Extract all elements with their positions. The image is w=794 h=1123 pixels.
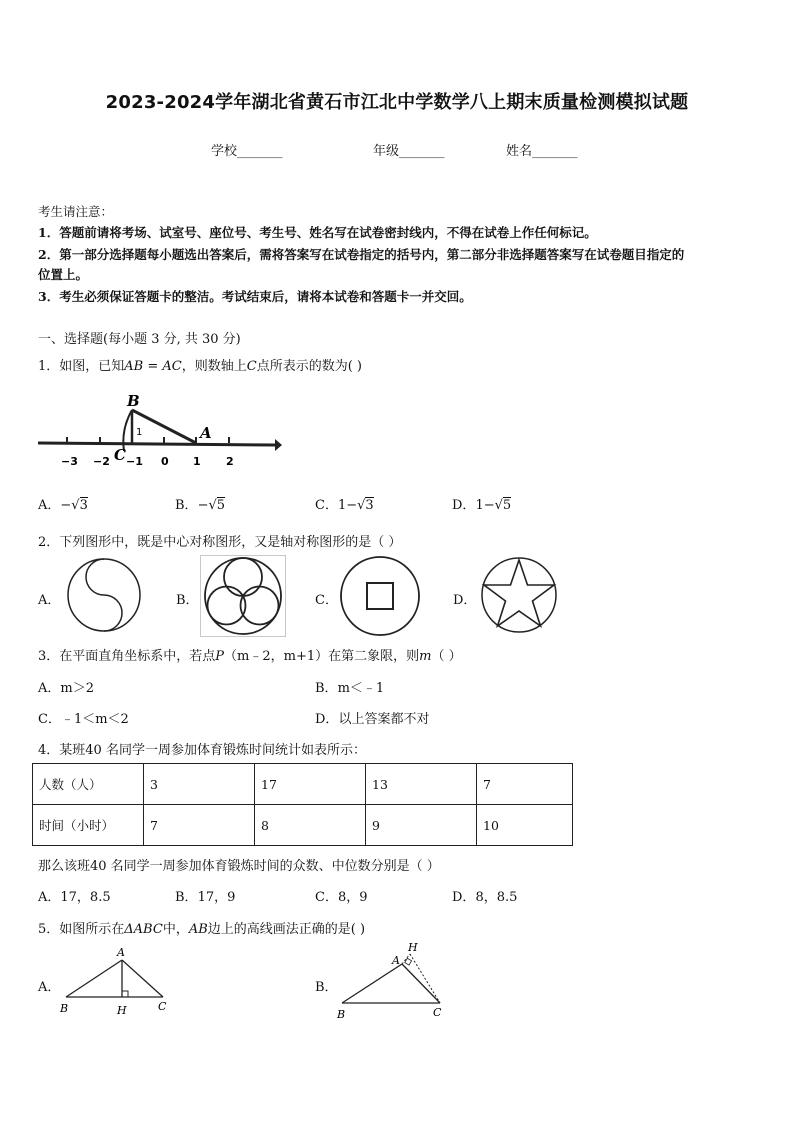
option-letter: A． bbox=[38, 681, 61, 696]
q3-stem-prefix: 3．在平面直角坐标系中，若点 bbox=[38, 649, 216, 664]
notice-item-2-cont: 位置上。 bbox=[38, 267, 89, 282]
table-cell: 3 bbox=[144, 764, 255, 805]
square-coin-figure bbox=[339, 555, 421, 637]
notice-item-2: 2．第一部分选择题每小题选出答案后，需将答案写在试卷指定的括号内，第二部分非选择题答案写在试卷题目指定的 bbox=[38, 247, 685, 262]
option-text: m＜﹣1 bbox=[337, 681, 385, 696]
table-cell: 13 bbox=[366, 764, 477, 805]
grade-field: 年级_______ bbox=[373, 144, 445, 159]
q3-stem-suffix: 在第二象限，则 bbox=[328, 649, 420, 664]
q2-stem: 2．下列图形中，既是中心对称图形，又是轴对称图形的是（ ） bbox=[38, 535, 402, 550]
q3-option-d[interactable] bbox=[315, 708, 429, 727]
arrow-icon bbox=[275, 439, 282, 451]
table-cell: 9 bbox=[366, 805, 477, 846]
vertex-label-B: B bbox=[60, 1002, 69, 1015]
sqrt-symbol: √ bbox=[208, 498, 217, 513]
label-one: 1 bbox=[136, 427, 143, 438]
option-radicand: 5 bbox=[216, 498, 226, 513]
label-B: B bbox=[127, 392, 140, 410]
q2-option-d-label[interactable]: D． bbox=[453, 593, 477, 608]
label-A: A bbox=[200, 424, 212, 442]
option-text: m＞2 bbox=[60, 681, 94, 696]
section-heading: 一、选择题(每小题 3 分, 共 30 分) bbox=[38, 332, 241, 347]
q1-stem-mid: ，则数轴上 bbox=[181, 359, 247, 374]
q1-stem-prefix: 1．如图，已知 bbox=[38, 359, 125, 374]
q1-number-line-figure bbox=[30, 385, 290, 475]
tick-label: −1 bbox=[126, 455, 143, 468]
notice-heading: 考生请注意： bbox=[38, 204, 114, 219]
q1-option-c[interactable] bbox=[315, 494, 374, 513]
table-cell: 7 bbox=[477, 764, 573, 805]
option-letter: D． bbox=[452, 498, 476, 513]
table-cell: 8 bbox=[255, 805, 366, 846]
q4-option-c[interactable] bbox=[315, 886, 368, 905]
sqrt-symbol: √ bbox=[71, 498, 80, 513]
notice-item-3: 3．考生必须保证答题卡的整洁。考试结束后，请将本试卷和答题卡一并交回。 bbox=[38, 289, 472, 304]
vertex-label-A: A bbox=[392, 954, 400, 967]
option-text: 以上答案都不对 bbox=[338, 712, 430, 727]
vertex-label-H: H bbox=[408, 941, 418, 954]
q5-triangle: ΔABC bbox=[124, 922, 163, 937]
q2-option-a-label[interactable]: A． bbox=[38, 593, 61, 608]
name-field: 姓名_______ bbox=[506, 144, 578, 159]
table-row bbox=[33, 805, 573, 846]
option-letter: B． bbox=[315, 681, 338, 696]
tick-label: −2 bbox=[93, 455, 110, 468]
q3-coordinate: （m﹣2，m+1） bbox=[224, 649, 329, 664]
row-header: 人数（人） bbox=[33, 764, 144, 805]
option-radicand: 3 bbox=[365, 498, 374, 513]
option-radicand: 5 bbox=[502, 498, 512, 513]
option-letter: A． bbox=[38, 890, 61, 905]
option-text: ﹣1＜m＜2 bbox=[60, 712, 129, 727]
sqrt-symbol: √ bbox=[357, 498, 366, 513]
notice-item-1: 1．答题前请将考场、试室号、座位号、考生号、姓名写在试卷密封线内，不得在试卷上作任何标记。 bbox=[38, 225, 597, 240]
option-prefix: − bbox=[197, 498, 209, 513]
three-circles-figure bbox=[200, 555, 286, 637]
q4-stats-table bbox=[32, 763, 573, 846]
option-letter: B． bbox=[175, 498, 198, 513]
q1-option-d[interactable] bbox=[452, 494, 511, 513]
option-text: 8，9 bbox=[337, 890, 368, 905]
school-field: 学校_______ bbox=[211, 144, 283, 159]
q5-stem bbox=[38, 918, 365, 937]
q5-option-b-triangle bbox=[334, 940, 454, 1025]
q3-option-a[interactable] bbox=[38, 677, 94, 696]
q4-option-b[interactable] bbox=[175, 886, 235, 905]
q3-var: m bbox=[419, 649, 432, 664]
page-title: 2023-2024学年湖北省黄石市江北中学数学八上期末质量检测模拟试题 bbox=[105, 92, 689, 113]
q1-option-b[interactable] bbox=[175, 494, 225, 513]
tick-label: 0 bbox=[161, 455, 169, 468]
q5-option-a-triangle bbox=[58, 944, 178, 1019]
q5-option-a-label[interactable]: A． bbox=[38, 980, 61, 995]
option-prefix: 1− bbox=[337, 498, 358, 513]
q3-point-name: P bbox=[215, 649, 225, 664]
option-letter: C． bbox=[38, 712, 61, 727]
option-text: 17，9 bbox=[197, 890, 236, 905]
q2-option-b-label[interactable]: B． bbox=[176, 593, 199, 608]
q4-stem: 4．某班40 名同学一周参加体育锻炼时间统计如表所示： bbox=[38, 743, 366, 758]
vertex-label-H: H bbox=[117, 1004, 127, 1017]
option-letter: A． bbox=[38, 498, 61, 513]
option-letter: D． bbox=[452, 890, 476, 905]
label-C: C bbox=[114, 446, 126, 464]
tick-label: 2 bbox=[226, 455, 234, 468]
yin-yang-figure bbox=[66, 557, 142, 633]
vertex-label-B: B bbox=[337, 1008, 346, 1021]
option-text: 8，8.5 bbox=[475, 890, 518, 905]
q5-side: AB bbox=[188, 922, 208, 937]
table-cell: 17 bbox=[255, 764, 366, 805]
q5-option-b-label[interactable]: B． bbox=[315, 980, 338, 995]
q3-stem-end: （ ） bbox=[431, 649, 462, 664]
option-text: 17，8.5 bbox=[60, 890, 111, 905]
tick-label: 1 bbox=[193, 455, 201, 468]
table-cell: 10 bbox=[477, 805, 573, 846]
q5-stem-suffix: 边上的高线画法正确的是( ) bbox=[207, 922, 366, 937]
q4-option-d[interactable] bbox=[452, 886, 517, 905]
tick-label: −3 bbox=[61, 455, 78, 468]
option-prefix: − bbox=[60, 498, 72, 513]
vertex-label-A: A bbox=[117, 946, 125, 959]
option-letter: B． bbox=[175, 890, 198, 905]
q4-option-a[interactable] bbox=[38, 886, 111, 905]
q4-question: 那么该班40 名同学一周参加体育锻炼时间的众数、中位数分别是（ ） bbox=[38, 859, 440, 874]
option-radicand: 3 bbox=[79, 498, 88, 513]
option-letter: C． bbox=[315, 890, 338, 905]
q1-stem-math: AB = AC bbox=[124, 359, 182, 374]
q1-stem bbox=[38, 355, 362, 374]
q5-stem-mid: 中， bbox=[162, 922, 189, 937]
option-letter: D． bbox=[315, 712, 339, 727]
vertex-label-C: C bbox=[158, 1000, 167, 1013]
q3-stem bbox=[38, 645, 462, 664]
table-row bbox=[33, 764, 573, 805]
table-cell: 7 bbox=[144, 805, 255, 846]
option-prefix: 1− bbox=[475, 498, 495, 513]
q3-option-b[interactable] bbox=[315, 677, 384, 696]
vertex-label-C: C bbox=[433, 1006, 442, 1019]
q1-stem-suffix: 点所表示的数为( ) bbox=[256, 359, 362, 374]
sqrt-symbol: √ bbox=[494, 498, 503, 513]
option-letter: C． bbox=[315, 498, 338, 513]
q1-stem-var: C bbox=[246, 359, 257, 374]
q1-option-a[interactable] bbox=[38, 494, 88, 513]
number-line-axis bbox=[38, 443, 275, 445]
q3-option-c[interactable] bbox=[38, 708, 129, 727]
q2-option-c-label[interactable]: C． bbox=[315, 593, 338, 608]
row-header: 时间（小时） bbox=[33, 805, 144, 846]
q5-stem-prefix: 5．如图所示在 bbox=[38, 922, 125, 937]
star-circle-figure bbox=[480, 556, 558, 634]
